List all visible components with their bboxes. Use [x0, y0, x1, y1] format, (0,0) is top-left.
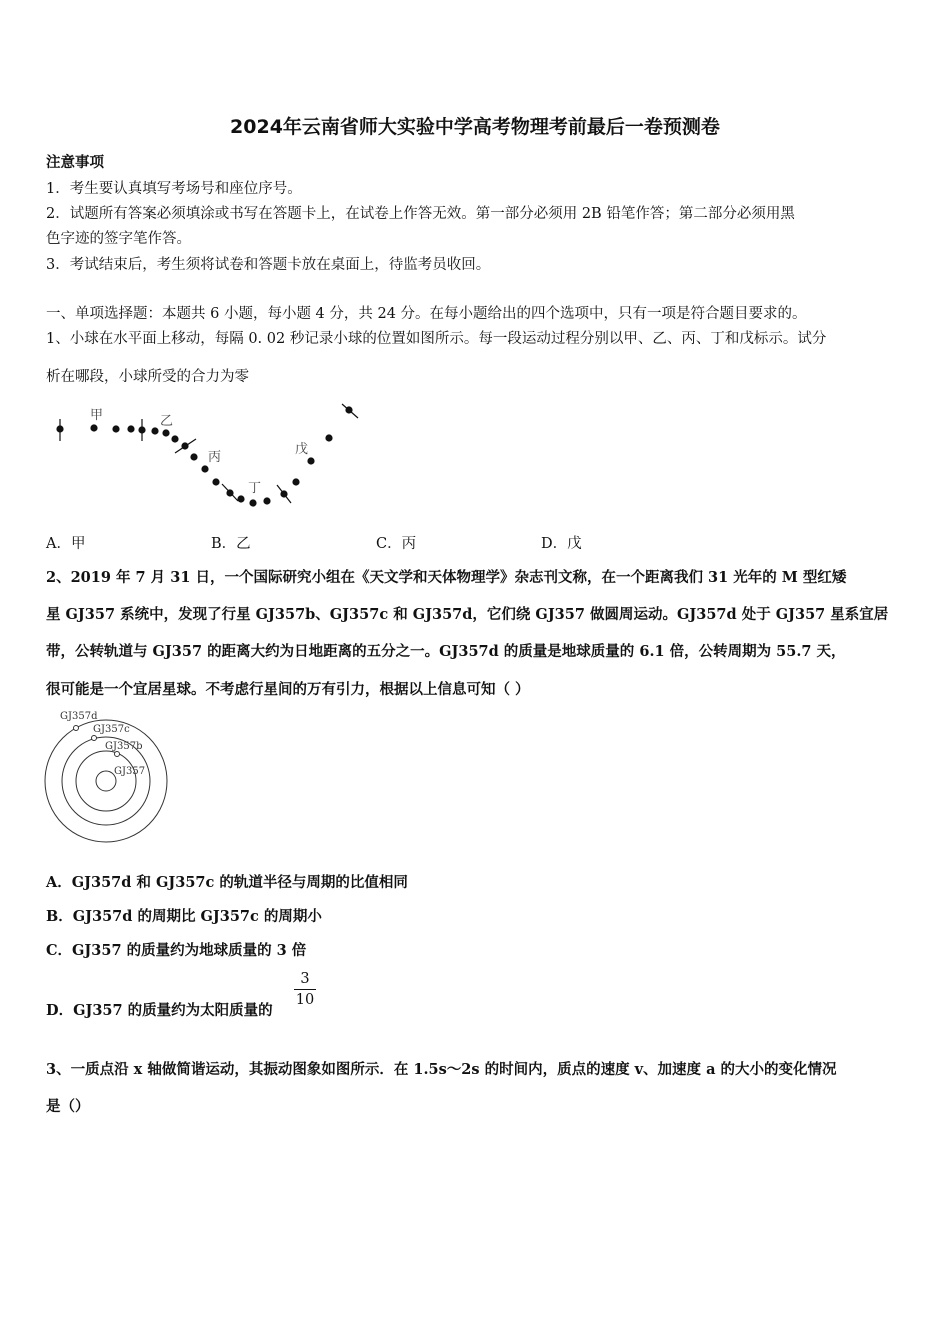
orbit-diagram	[40, 705, 180, 845]
q2-option-d[interactable]: D．GJ357 的质量约为太阳质量的	[46, 1002, 273, 1019]
label-gj357b: GJ357b	[105, 741, 143, 752]
label-gj357: GJ357	[114, 766, 146, 777]
q1-option-c[interactable]: C．丙	[376, 536, 417, 552]
label-gj357d: GJ357d	[60, 711, 98, 722]
question-3-line-1: 3、一质点沿 x 轴做简谐运动，其振动图象如图所示．在 1.5s～2s 的时间内，质点的速度 v、加速度 a 的大小的变化情况	[46, 1061, 837, 1078]
question-2-line-4: 很可能是一个宜居星球。不考虑行星间的万有引力，根据以上信息可知（ ）	[46, 681, 530, 698]
notice-item-2-line-2: 色字迹的签字笔作答。	[46, 231, 191, 247]
fraction-bar	[294, 989, 316, 990]
ball-trajectory-figure	[40, 395, 380, 520]
question-1-line-1: 1、小球在水平面上移动，每隔 0. 02 秒记录小球的位置如图所示。每一段运动过程分别以甲、乙、丙、丁和戊标示。试分	[46, 331, 827, 347]
question-2-line-2: 星 GJ357 系统中，发现了行星 GJ357b、GJ357c 和 GJ357d，它们绕 GJ357 做圆周运动。GJ357d 处于 GJ357 星系宜居	[46, 606, 889, 623]
q2-option-c[interactable]: C．GJ357 的质量约为地球质量的 3 倍	[46, 942, 307, 959]
star-gj357	[96, 771, 116, 791]
orbit-b	[76, 751, 136, 811]
label-gj357c: GJ357c	[93, 724, 130, 735]
question-2-line-1: 2、2019 年 7 月 31 日，一个国际研究小组在《天文学和天体物理学》杂志刊文称，在一个距离我们 31 光年的 M 型红矮	[46, 569, 847, 586]
q1-option-d[interactable]: D．戊	[541, 536, 582, 552]
notice-item-3: 3．考试结束后，考生须将试卷和答题卡放在桌面上，待监考员收回。	[46, 257, 491, 273]
question-2-line-3: 带，公转轨道与 GJ357 的距离大约为日地距离的五分之一。GJ357d 的质量是地球质量的 6.1 倍，公转周期为 55.7 天，	[46, 643, 846, 660]
notice-item-1: 1．考生要认真填写考场号和座位序号。	[46, 181, 302, 197]
question-3-line-2: 是（）	[46, 1098, 90, 1115]
orbit-d	[45, 720, 167, 842]
label-jia: 甲	[90, 408, 104, 423]
label-bing: 丙	[208, 450, 222, 465]
planet-b	[115, 752, 120, 757]
label-ding: 丁	[248, 481, 262, 496]
label-wu: 戊	[295, 442, 309, 457]
fraction-numerator: 3	[300, 971, 310, 987]
planet-c	[92, 736, 97, 741]
q2-option-a[interactable]: A．GJ357d 和 GJ357c 的轨道半径与周期的比值相同	[46, 874, 408, 891]
label-yi: 乙	[160, 414, 174, 429]
question-1-line-2: 析在哪段，小球所受的合力为零	[46, 369, 249, 385]
notice-item-2-line-1: 2．试题所有答案必须填涂或书写在答题卡上，在试卷上作答无效。第一部分必须用 2B 铅笔作答；第二部分必须用黑	[46, 206, 795, 222]
q1-option-b[interactable]: B．乙	[211, 536, 251, 552]
q1-option-a[interactable]: A．甲	[46, 536, 86, 552]
fraction-denominator: 10	[295, 992, 315, 1008]
section-1-heading: 一、单项选择题：本题共 6 小题，每小题 4 分，共 24 分。在每小题给出的四个选项中，只有一项是符合题目要求的。	[46, 306, 807, 322]
page-title: 2024年云南省师大实验中学高考物理考前最后一卷预测卷	[230, 116, 720, 138]
notice-heading: 注意事项	[46, 154, 104, 171]
fraction-three-tenths	[294, 970, 316, 1009]
planet-d	[74, 726, 79, 731]
q2-option-b[interactable]: B．GJ357d 的周期比 GJ357c 的周期小	[46, 908, 322, 925]
